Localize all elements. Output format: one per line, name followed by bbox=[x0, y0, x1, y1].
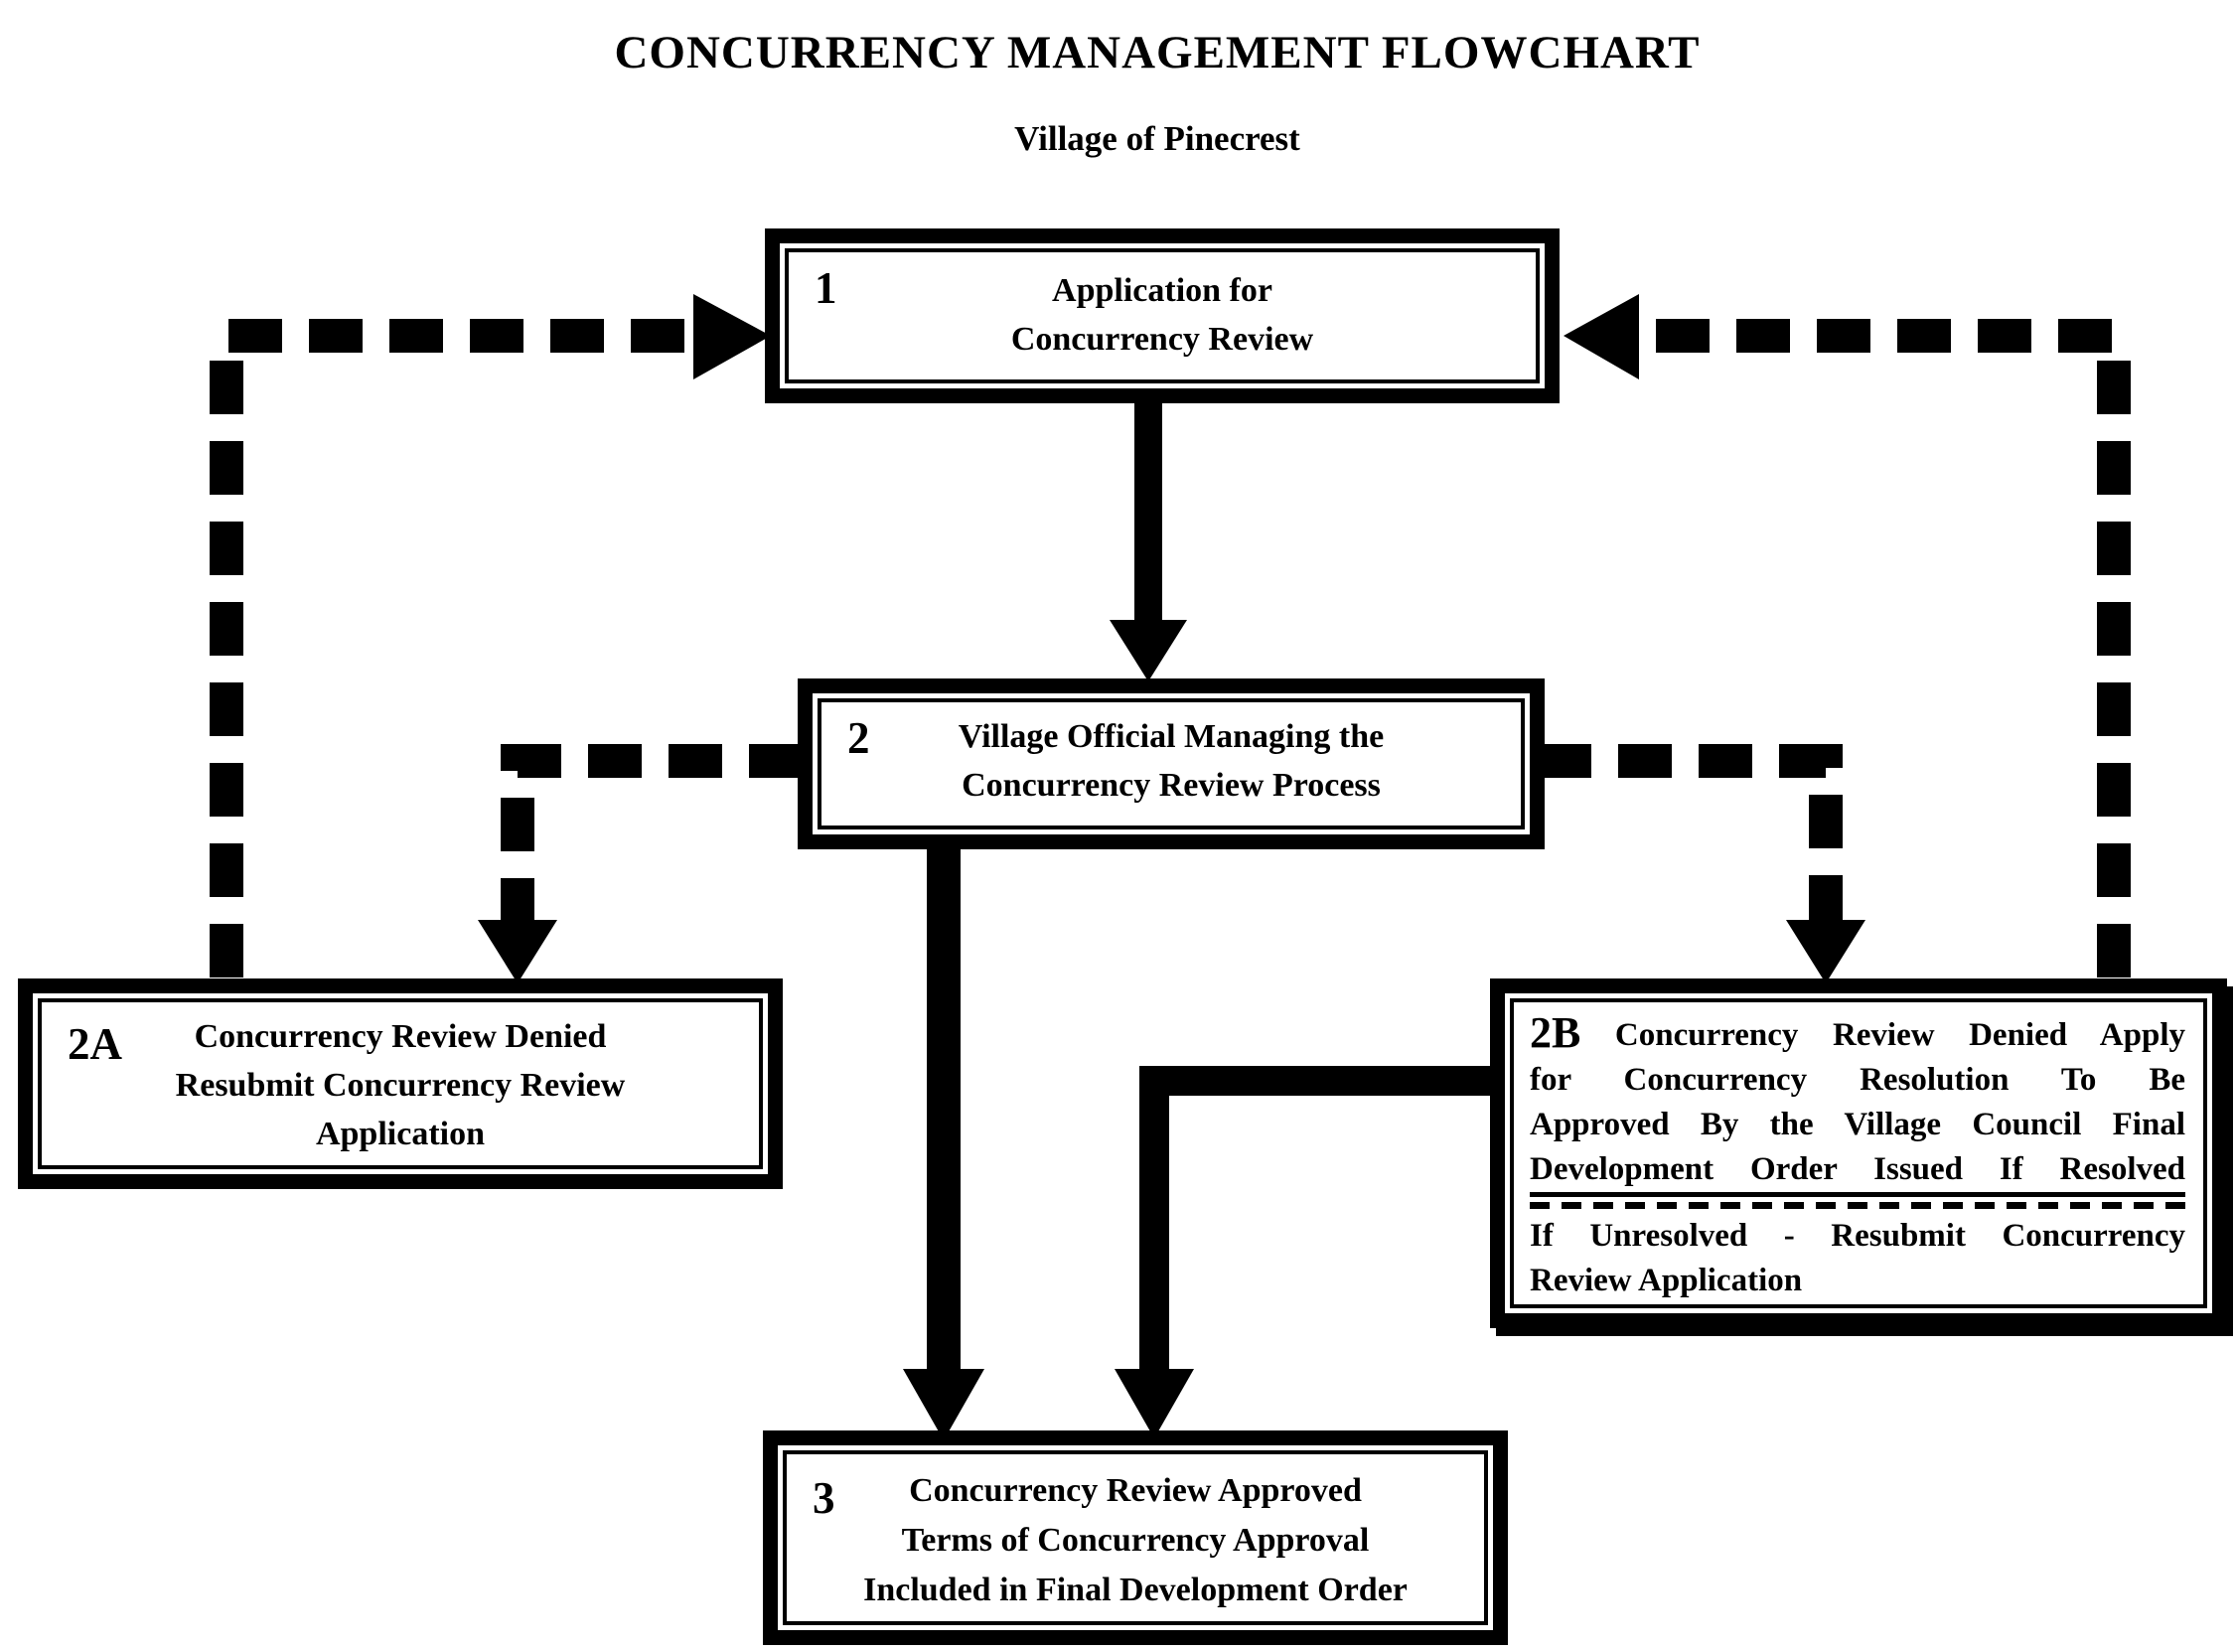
page-subtitle: Village of Pinecrest bbox=[1014, 119, 1300, 158]
node-2a-inner bbox=[38, 998, 763, 1169]
node-2b-line-6: Review Application bbox=[1530, 1263, 1803, 1298]
node-2b-review-denied-resolution bbox=[1490, 978, 2227, 1328]
arrow-2a-to-1-dashed bbox=[226, 294, 771, 977]
node-3-label: Concurrency Review Approved Terms of Concurrency Approval Included in Final Development Order bbox=[863, 1472, 1408, 1608]
node-1-application-for-concurrency-review bbox=[765, 228, 1560, 403]
node-2b-line-5: If Unresolved - Resubmit Concurrency bbox=[1530, 1218, 2185, 1254]
node-2-number: 2 bbox=[847, 713, 870, 763]
node-2-village-official-managing bbox=[798, 678, 1545, 849]
arrow-2b-to-1-dashed bbox=[1564, 294, 2114, 977]
node-2b-number: 2B bbox=[1530, 1008, 1581, 1057]
node-2b-line-1: 2B Concurrency Review Denied Apply bbox=[1530, 1008, 2186, 1057]
node-2a-number: 2A bbox=[68, 1019, 122, 1069]
node-2b-line-3: Approved By the Village Council Final bbox=[1530, 1107, 2185, 1142]
page-title: CONCURRENCY MANAGEMENT FLOWCHART bbox=[614, 27, 1701, 78]
arrow-2-to-2b-dashed bbox=[1538, 761, 1865, 983]
node-3-inner bbox=[783, 1450, 1488, 1625]
node-1-inner bbox=[785, 248, 1540, 383]
node-1-label: Application for Concurrency Review bbox=[1010, 272, 1314, 358]
node-2b-dashed-divider bbox=[1530, 1202, 2185, 1209]
arrow-2-to-2a-dashed bbox=[478, 761, 803, 983]
arrow-2b-to-3 bbox=[1115, 1081, 1498, 1438]
arrow-1-to-2 bbox=[1110, 397, 1187, 681]
arrow-2-to-3 bbox=[903, 844, 984, 1440]
node-1-number: 1 bbox=[815, 263, 837, 313]
node-2-inner bbox=[818, 698, 1525, 829]
node-3-review-approved bbox=[763, 1430, 1508, 1645]
node-2a-review-denied-resubmit bbox=[18, 978, 783, 1189]
node-2b-line-2: for Concurrency Resolution To Be bbox=[1530, 1062, 2185, 1098]
node-2b-inner bbox=[1510, 998, 2207, 1308]
node-2a-label: Concurrency Review Denied Resubmit Concurrency Review Application bbox=[175, 1018, 626, 1152]
node-2-label: Village Official Managing the Concurrency Review Process bbox=[958, 718, 1385, 804]
node-2b-line-4-underlined: Development Order Issued If Resolved bbox=[1530, 1147, 2185, 1197]
node-3-number: 3 bbox=[813, 1473, 835, 1523]
